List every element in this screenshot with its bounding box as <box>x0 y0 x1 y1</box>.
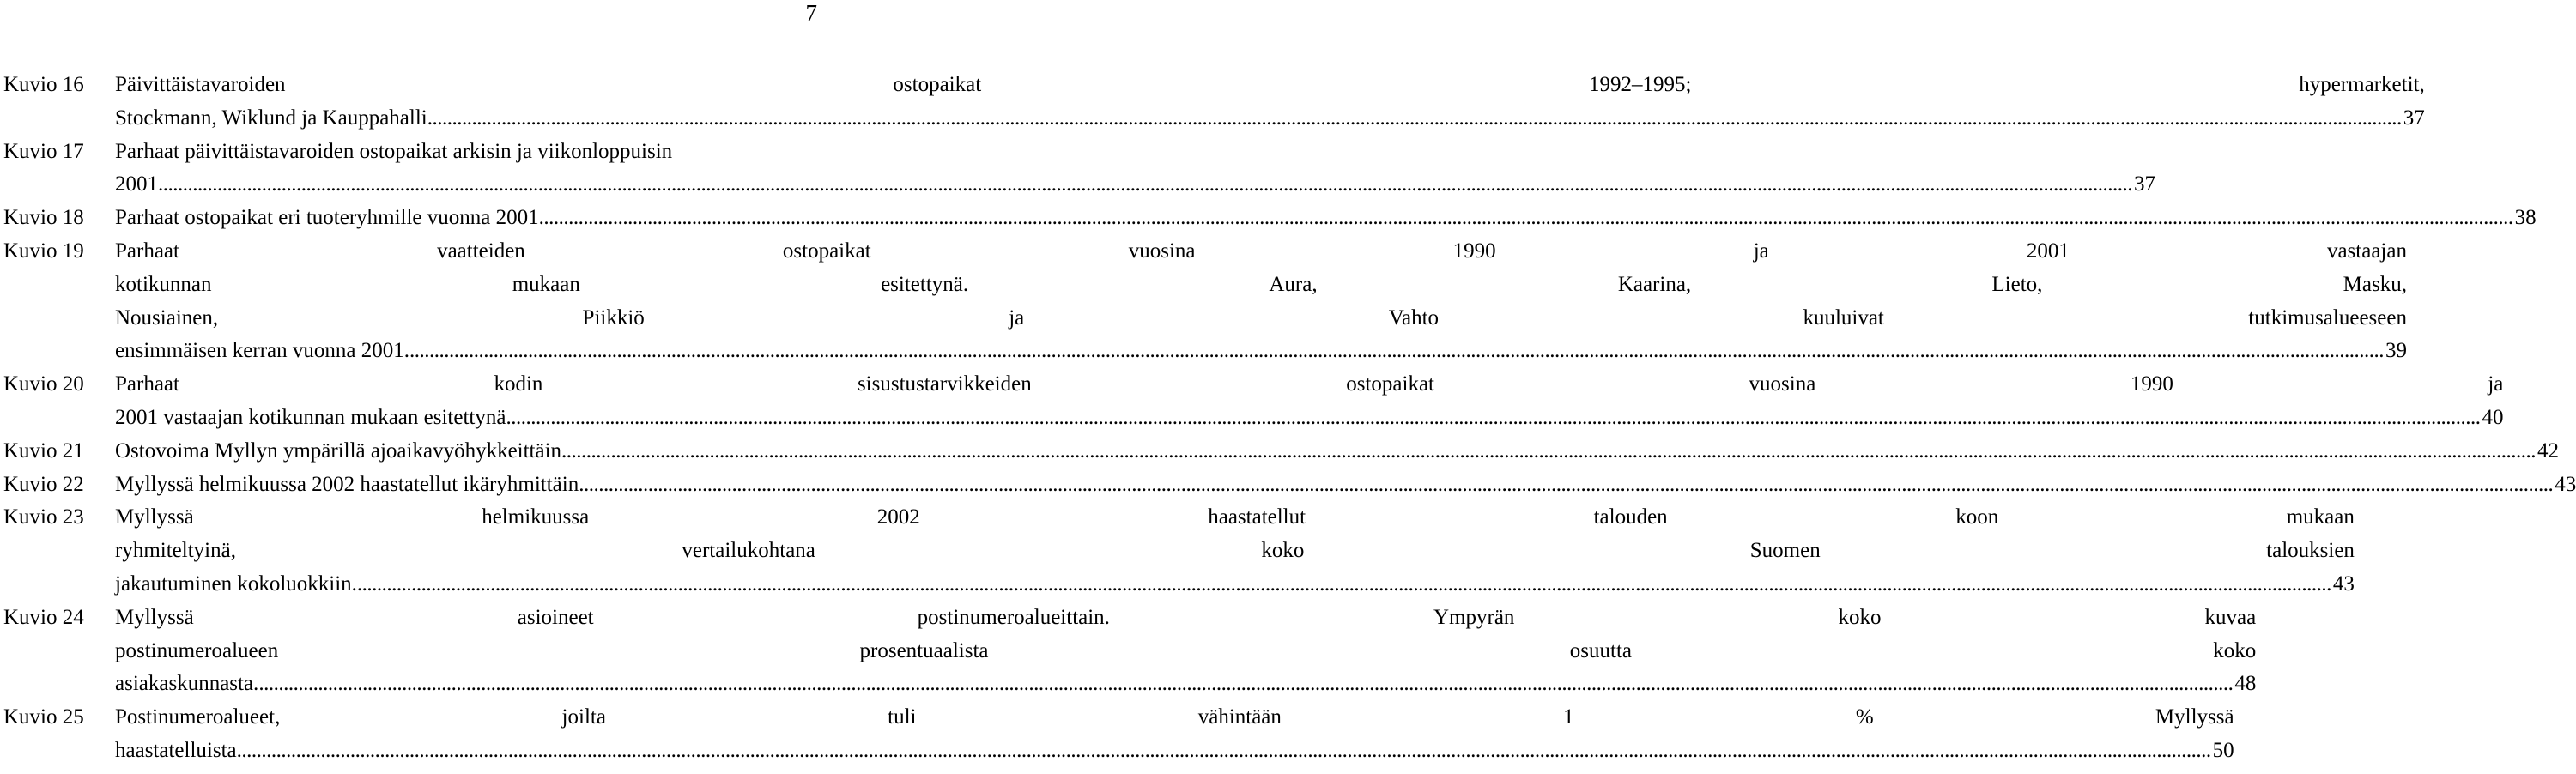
toc-entry[interactable] <box>3 136 2155 203</box>
figure-caption <box>115 136 2155 203</box>
caption-line <box>115 69 2425 102</box>
caption-word: Parhaat <box>115 239 179 263</box>
figure-label: Kuvio 17 <box>3 139 84 163</box>
figure-caption <box>115 435 2559 469</box>
caption-final-text: 2001 <box>115 172 158 197</box>
figure-caption <box>115 235 2407 368</box>
caption-word: koko <box>1838 605 1882 629</box>
caption-word: ostopaikat <box>1346 372 1434 396</box>
caption-last-line <box>115 402 2503 435</box>
caption-word: Päivittäistavaroiden <box>115 73 286 96</box>
caption-last-line <box>115 568 2355 602</box>
dot-leader: ................................................................................................................................................................................................................................................................................................................................................................................................................ <box>356 571 2331 596</box>
figure-label: Kuvio 22 <box>3 472 84 496</box>
toc-entry[interactable] <box>3 435 2560 469</box>
caption-word: Kaarina, <box>1617 272 1692 296</box>
toc-entry[interactable] <box>3 202 2537 235</box>
caption-last-line <box>115 335 2407 368</box>
caption-word: 1992–1995; <box>1588 73 1692 96</box>
caption-final-text: Ostovoima Myllyn ympärillä ajoaikavyöhykkeittäin <box>115 438 562 463</box>
caption-word: ostopaikat <box>782 239 871 263</box>
caption-word: Ympyrän <box>1433 605 1515 629</box>
caption-word: Postinumeroalueet, <box>115 705 281 729</box>
caption-word: mukaan <box>2286 505 2355 529</box>
page-reference[interactable]: 48 <box>2234 672 2257 696</box>
caption-word: Piikkiö <box>582 305 645 330</box>
caption-line <box>115 302 2407 336</box>
page-reference[interactable]: 39 <box>2385 339 2407 363</box>
page-reference[interactable]: 50 <box>2212 738 2234 762</box>
toc-entry[interactable] <box>3 469 2576 502</box>
dot-leader: ................................................................................................................................................................................................................................................................................................................................................................................................................ <box>236 738 2211 762</box>
caption-word: talouden <box>1593 505 1668 529</box>
caption-word: ja <box>1009 305 1025 330</box>
toc-entry[interactable] <box>3 501 2355 601</box>
caption-line <box>115 136 2155 169</box>
caption-word: Parhaat päivittäistavaroiden ostopaikat arkisin ja viikonloppuisin <box>115 139 673 163</box>
caption-last-line <box>115 668 2256 701</box>
caption-word: ja <box>1753 239 1769 263</box>
caption-final-text: haastatelluista <box>115 738 237 762</box>
caption-word: 2001 <box>2026 239 2070 263</box>
caption-word: ja <box>2488 372 2504 396</box>
caption-word: vuosina <box>1749 372 1816 396</box>
caption-final-text: jakautuminen kokoluokkiin. <box>115 571 357 596</box>
dot-leader: ................................................................................................................................................................................................................................................................................................................................................................................................................ <box>579 472 2554 496</box>
caption-line <box>115 501 2355 535</box>
caption-word: esitettynä. <box>881 272 969 296</box>
dot-leader: ................................................................................................................................................................................................................................................................................................................................................................................................................ <box>538 206 2513 230</box>
caption-final-text: Parhaat ostopaikat eri tuoteryhmille vuonna 2001 <box>115 206 539 230</box>
figure-label: Kuvio 19 <box>3 239 84 263</box>
figure-caption <box>115 202 2537 235</box>
page-reference[interactable]: 42 <box>2537 438 2560 463</box>
caption-word: postinumeroalueen <box>115 638 279 662</box>
caption-word: Myllyssä <box>115 505 194 529</box>
figure-label: Kuvio 16 <box>3 73 84 96</box>
figure-caption <box>115 469 2576 502</box>
list-of-figures <box>3 69 2576 768</box>
caption-line <box>115 701 2234 735</box>
caption-word: Vahto <box>1388 305 1440 330</box>
dot-leader: ................................................................................................................................................................................................................................................................................................................................................................................................................ <box>158 172 2132 197</box>
caption-word: Myllyssä <box>2155 705 2234 729</box>
figure-label: Kuvio 24 <box>3 605 84 629</box>
page-reference[interactable]: 38 <box>2514 206 2537 230</box>
dot-leader: ................................................................................................................................................................................................................................................................................................................................................................................................................ <box>427 106 2402 130</box>
caption-word: 1990 <box>1452 239 1496 263</box>
caption-word: koko <box>1261 539 1305 563</box>
caption-word: asioineet <box>517 605 594 629</box>
caption-word: helmikuussa <box>482 505 590 529</box>
caption-line <box>115 635 2256 668</box>
caption-line <box>115 368 2503 402</box>
caption-word: mukaan <box>512 272 580 296</box>
page-reference[interactable]: 43 <box>2555 472 2576 496</box>
caption-final-text: 2001 vastaajan kotikunnan mukaan esitettynä <box>115 405 506 429</box>
caption-line <box>115 602 2256 635</box>
toc-entry[interactable] <box>3 701 2234 768</box>
caption-word: 1990 <box>2130 372 2173 396</box>
caption-word: Masku, <box>2343 272 2407 296</box>
toc-entry[interactable] <box>3 235 2407 368</box>
figure-label: Kuvio 18 <box>3 206 84 230</box>
dot-leader: ................................................................................................................................................................................................................................................................................................................................................................................................................ <box>409 339 2384 363</box>
caption-word: koko <box>2213 638 2257 662</box>
figure-label: Kuvio 21 <box>3 438 84 463</box>
caption-word: koon <box>1955 505 1999 529</box>
caption-word: prosentuaalista <box>859 638 989 662</box>
caption-final-text: asiakaskunnasta. <box>115 672 259 696</box>
caption-word: vastaajan <box>2326 239 2407 263</box>
page-reference[interactable]: 40 <box>2482 405 2504 429</box>
caption-last-line <box>115 102 2425 136</box>
figure-label: Kuvio 25 <box>3 705 84 729</box>
caption-word: Suomen <box>1749 539 1821 563</box>
caption-line <box>115 535 2355 568</box>
caption-word: 2002 <box>876 505 920 529</box>
figure-label: Kuvio 20 <box>3 372 84 396</box>
caption-word: haastatellut <box>1208 505 1306 529</box>
caption-word: Myllyssä <box>115 605 194 629</box>
page-reference[interactable]: 43 <box>2332 571 2355 596</box>
caption-last-line <box>115 435 2559 469</box>
caption-word: tutkimusalueeseen <box>2248 305 2407 330</box>
caption-word: tuli <box>888 705 917 729</box>
caption-word: Lieto, <box>1991 272 2043 296</box>
figure-caption <box>115 501 2355 601</box>
caption-line <box>115 269 2407 302</box>
dot-leader: ................................................................................................................................................................................................................................................................................................................................................................................................................ <box>258 672 2234 696</box>
figure-caption <box>115 368 2503 435</box>
caption-last-line <box>115 469 2576 502</box>
caption-word: vaatteiden <box>437 239 525 263</box>
caption-final-text: Stockmann, Wiklund ja Kauppahalli <box>115 106 427 130</box>
toc-entry[interactable] <box>3 368 2504 435</box>
page-reference[interactable]: 37 <box>2134 172 2155 197</box>
caption-word: sisustustarvikkeiden <box>857 372 1032 396</box>
toc-entry[interactable] <box>3 69 2425 136</box>
caption-word: Parhaat <box>115 372 179 396</box>
figure-caption <box>115 69 2425 136</box>
caption-word: vertailukohtana <box>682 539 815 563</box>
caption-word: Aura, <box>1269 272 1318 296</box>
caption-word: % <box>1855 705 1874 729</box>
figure-caption <box>115 701 2234 768</box>
caption-last-line <box>115 168 2155 202</box>
caption-word: kodin <box>494 372 543 396</box>
page-number: 7 <box>805 0 817 26</box>
caption-word: osuutta <box>1569 638 1632 662</box>
caption-word: kuuluivat <box>1803 305 1884 330</box>
caption-word: talouksien <box>2266 539 2355 563</box>
caption-word: kotikunnan <box>115 272 212 296</box>
caption-final-text: Myllyssä helmikuussa 2002 haastatellut ikäryhmittäin <box>115 472 579 496</box>
caption-word: hypermarketit, <box>2299 73 2425 96</box>
dot-leader: ................................................................................................................................................................................................................................................................................................................................................................................................................ <box>506 405 2481 429</box>
caption-word: postinumeroalueittain. <box>917 605 1110 629</box>
dot-leader: ................................................................................................................................................................................................................................................................................................................................................................................................................ <box>561 438 2537 463</box>
caption-word: vähintään <box>1197 705 1282 729</box>
caption-line <box>115 235 2407 269</box>
caption-word: 1 <box>1563 705 1574 729</box>
caption-word: ryhmiteltyinä, <box>115 539 236 563</box>
caption-word: kuvaa <box>2204 605 2257 629</box>
caption-word: Nousiainen, <box>115 305 219 330</box>
figure-caption <box>115 602 2256 701</box>
toc-entry[interactable] <box>3 602 2257 701</box>
caption-final-text: ensimmäisen kerran vuonna 2001. <box>115 339 409 363</box>
caption-word: vuosina <box>1128 239 1196 263</box>
caption-last-line <box>115 202 2537 235</box>
figure-label: Kuvio 23 <box>3 505 84 529</box>
page-reference[interactable]: 37 <box>2403 106 2425 130</box>
caption-last-line <box>115 735 2234 768</box>
caption-word: ostopaikat <box>893 73 982 96</box>
caption-word: joilta <box>561 705 606 729</box>
